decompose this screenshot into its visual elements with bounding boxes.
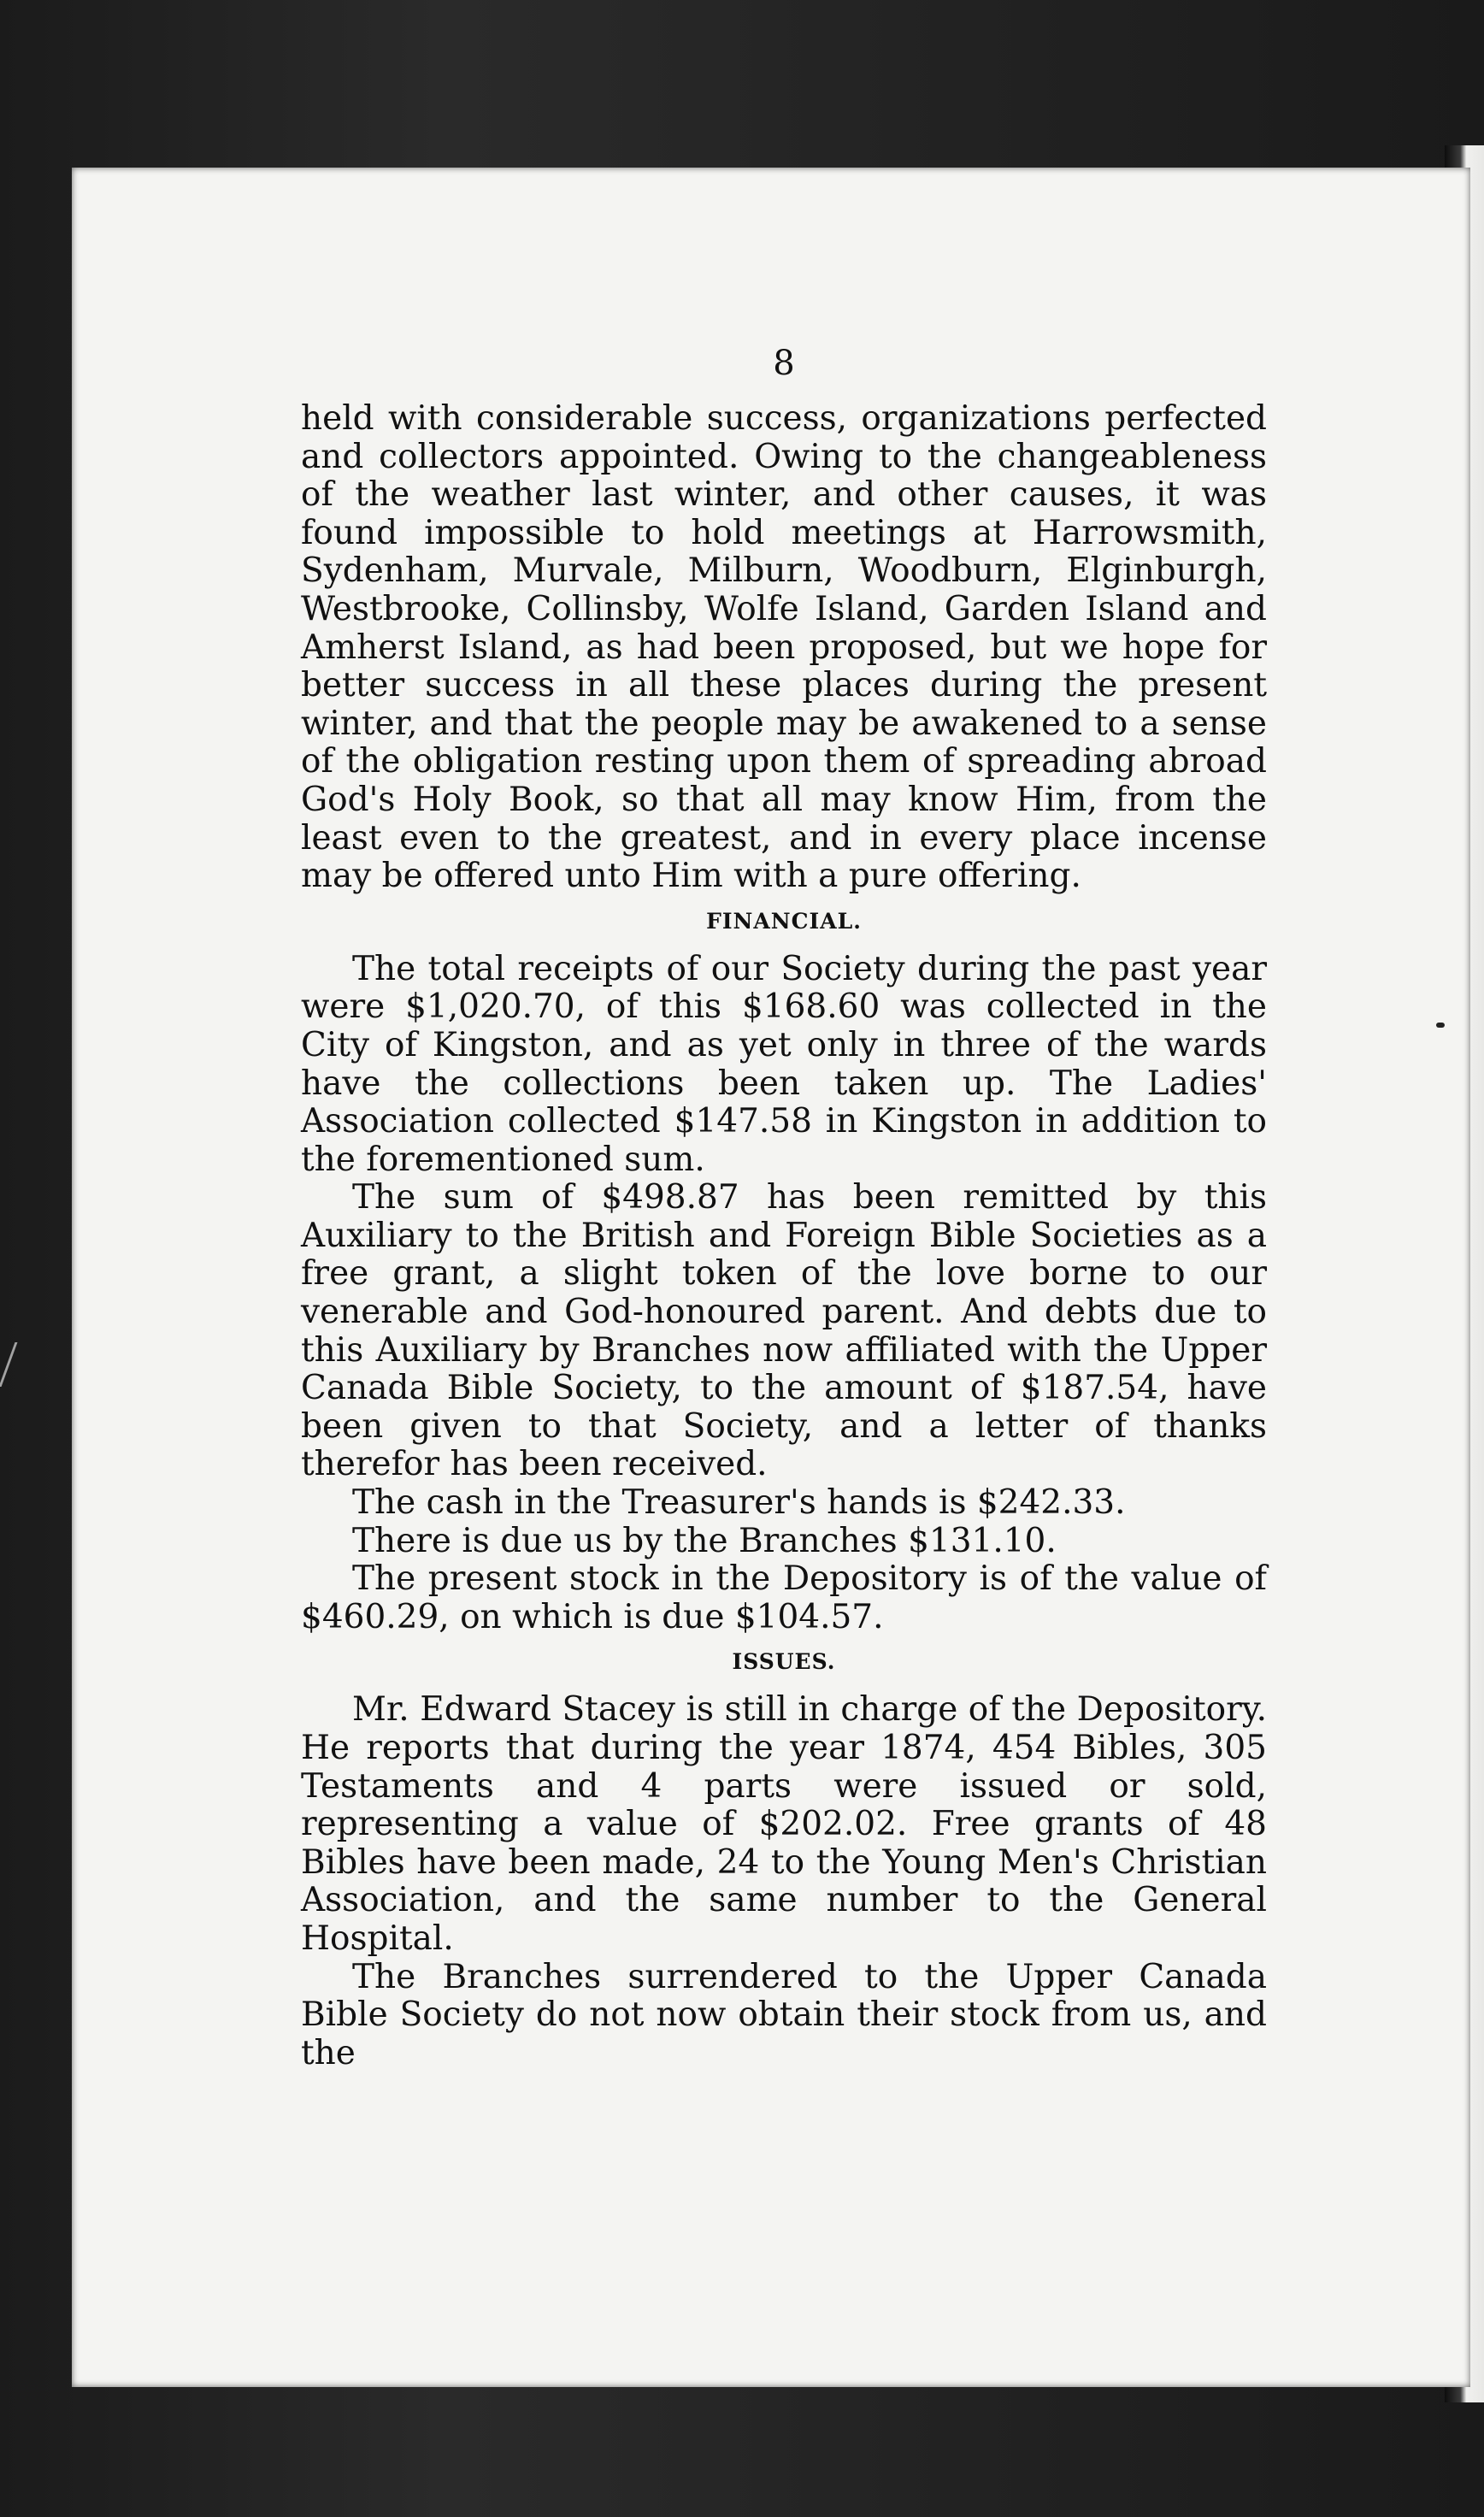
financial-line-branches-due: There is due us by the Branches $131.10. [352,1521,1057,1560]
financial-paragraph-receipts: The total receipts of our Society during the past year were $1,020.70, of this $168.60 was collected in the City of Kingston, and as yet only in three of the wards have the collections been taken up. The Ladies' Association collected $147.58 in Kingston in addition to the forementioned sum. [301,949,1267,1179]
ink-speck [1436,1023,1445,1028]
financial-paragraph-remittance: The sum of $498.87 has been remitted by this Auxiliary to the British and Foreign Bible Societies as a free grant, a slight token of the love borne to our venerable and God-honoured parent. And debts due to this Auxiliary by Branches now affiliated with the Upper Canada Bible Society, to the amount of $187.54, have been given to that Society, and a letter of thanks therefor has been received. [301,1178,1267,1484]
opening-paragraph: held with considerable success, organizations perfected and collectors appointed. Owing to the changeableness of the weather last winter, and other causes, it was found impossible to hold meetings at Harrowsmith, Sydenham, Murvale, Milburn, Woodburn, Elginburgh, Westbrooke, Collinsby, Wolfe Island, Garden Island and Amherst Island, as had been proposed, but we hope for better success in all these places during the present winter, and that the people may be awakened to a sense of the obligation resting upon them of spreading abroad God's Holy Book, so that all may know Him, from the least even to the greatest, and in every place incense may be offered unto Him with a pure offering. [301,399,1267,896]
financial-heading: FINANCIAL. [706,908,862,934]
issues-paragraph-depository: Mr. Edward Stacey is still in charge of the Depository. He reports that during the year 1874, 454 Bibles, 305 Testaments and 4 parts were issued or sold, representing a value of $202.02. Free grants of 48 Bibles have been made, 24 to the Young Men's Christian Association, and the same number to the General Hospital. [301,1690,1267,1958]
page-text-block [301,342,1267,2072]
issues-paragraph-branches: The Branches surrendered to the Upper Canada Bible Society do not now obtain their stock from us, and the [301,1957,1267,2072]
financial-line-cash: The cash in the Treasurer's hands is $242.33. [352,1483,1126,1523]
financial-paragraph-stock: The present stock in the Depository is of the value of $460.29, on which is due $104.57. [301,1559,1267,1636]
issues-heading: ISSUES. [732,1649,836,1675]
page-number: 8 [773,344,795,383]
